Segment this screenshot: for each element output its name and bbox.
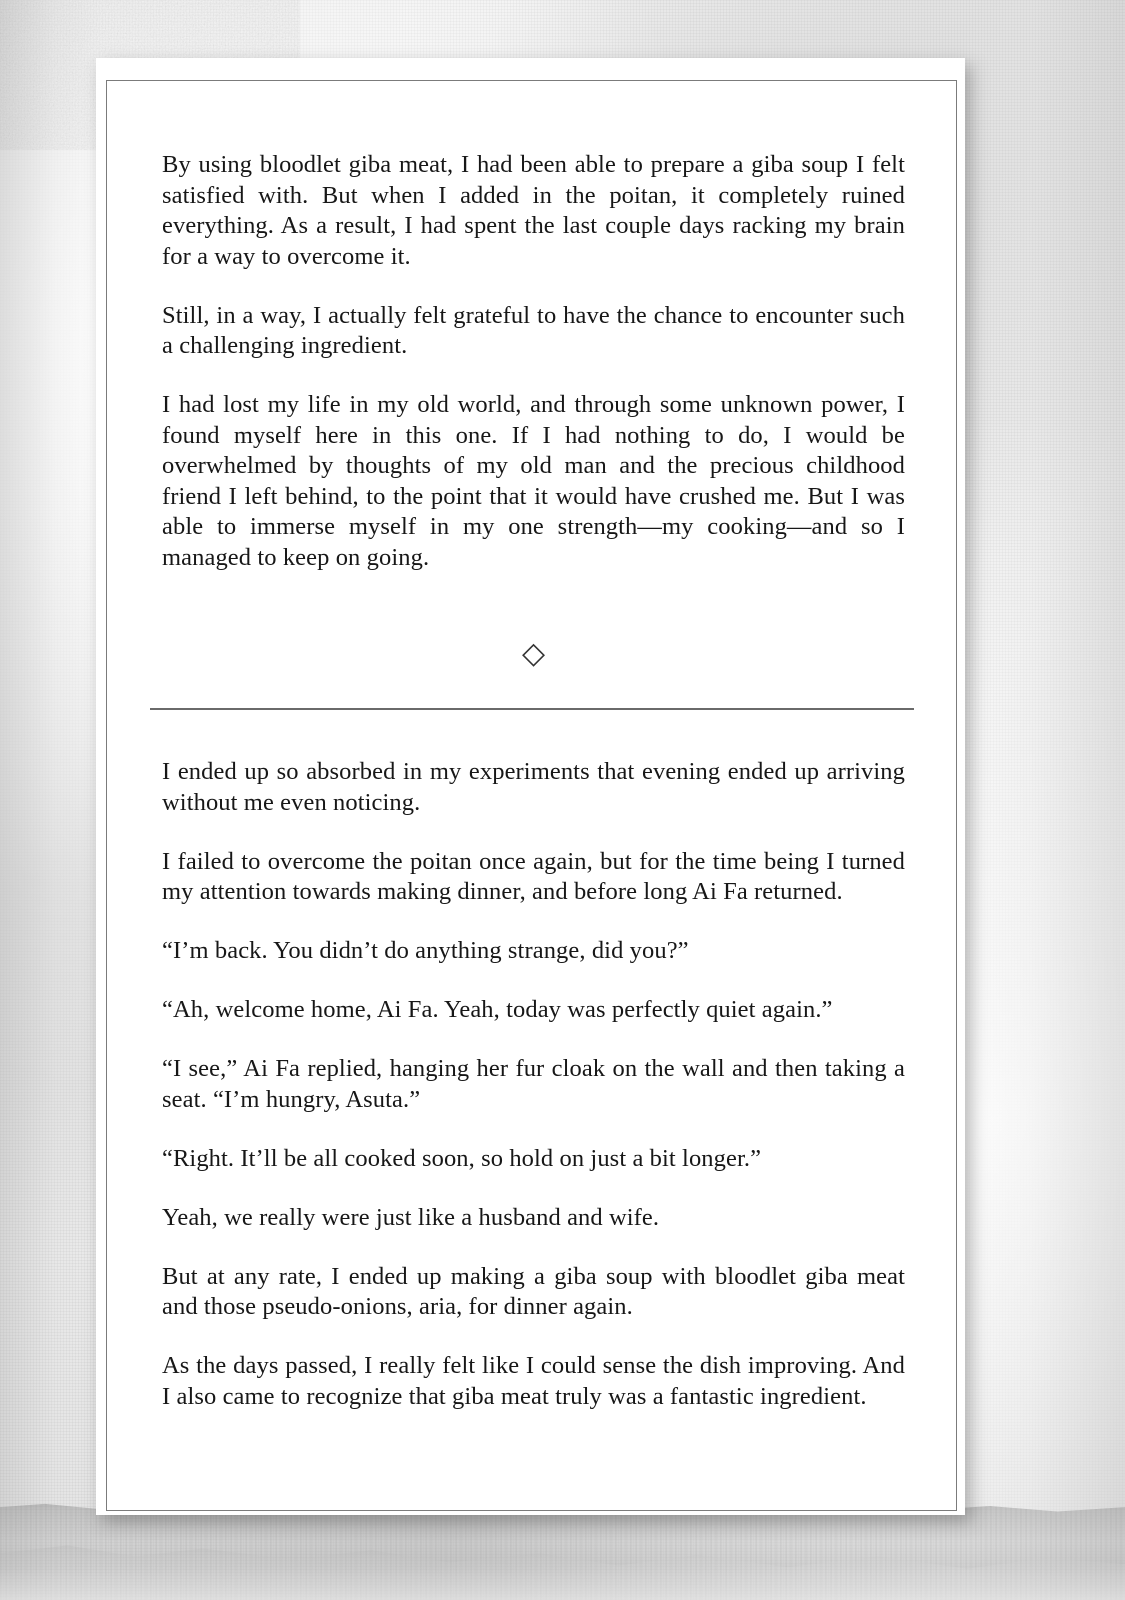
dialogue-line: “I see,” Ai Fa replied, hanging her fur cloak on the wall and then taking a seat. “I’m hungry, Asuta.”: [162, 1055, 905, 1113]
diamond-ornament-icon: ◇: [521, 637, 546, 670]
horizontal-rule: [150, 708, 914, 710]
book-page: [96, 58, 965, 1515]
dialogue-line: “Ah, welcome home, Ai Fa. Yeah, today was perfectly quiet again.”: [162, 996, 833, 1023]
page-content-upper: [162, 150, 905, 669]
paragraph: Still, in a way, I actually felt grateful to have the chance to encounter such a challenging ingredient.: [162, 301, 905, 359]
paragraph: I ended up so absorbed in my experiments that evening ended up arriving without me even noticing.: [162, 758, 905, 816]
page-content-lower: [162, 757, 905, 1412]
paragraph: I failed to overcome the poitan once again, but for the time being I turned my attention towards making dinner, and before long Ai Fa returned.: [162, 847, 905, 905]
backdrop-left-shading: [0, 0, 100, 1600]
paragraph: Yeah, we really were just like a husband and wife.: [162, 1203, 660, 1231]
scene-divider: [150, 708, 914, 710]
dialogue-line: “Right. It’ll be all cooked soon, so hold on just a bit longer.”: [162, 1144, 762, 1172]
scene-section-upper: [162, 150, 905, 573]
paragraph: I had lost my life in my old world, and through some unknown power, I found myself here in this one. If I had nothing to do, I would be overwhelmed by thoughts of my old man and the precious childhood friend I left behind, to the point that it would have crushed me. But I was able to immerse myself in my one strength—my cooking—and so I managed to keep on going.: [162, 391, 905, 571]
dialogue-line: “I’m back. You didn’t do anything strange, did you?”: [162, 937, 689, 964]
paragraph: But at any rate, I ended up making a giba soup with bloodlet giba meat and those pseudo-onions, aria, for dinner again.: [162, 1262, 905, 1320]
paragraph: By using bloodlet giba meat, I had been able to prepare a giba soup I felt satisfied with. But when I added in the poitan, it completely ruined everything. As a result, I had spent the last couple days racking my brain for a way to overcome it.: [162, 151, 905, 270]
backdrop-right-shading: [965, 0, 1125, 1600]
paragraph: As the days passed, I really felt like I could sense the dish improving. And I also came to recognize that giba meat truly was a fantastic ingredient.: [162, 1352, 905, 1410]
